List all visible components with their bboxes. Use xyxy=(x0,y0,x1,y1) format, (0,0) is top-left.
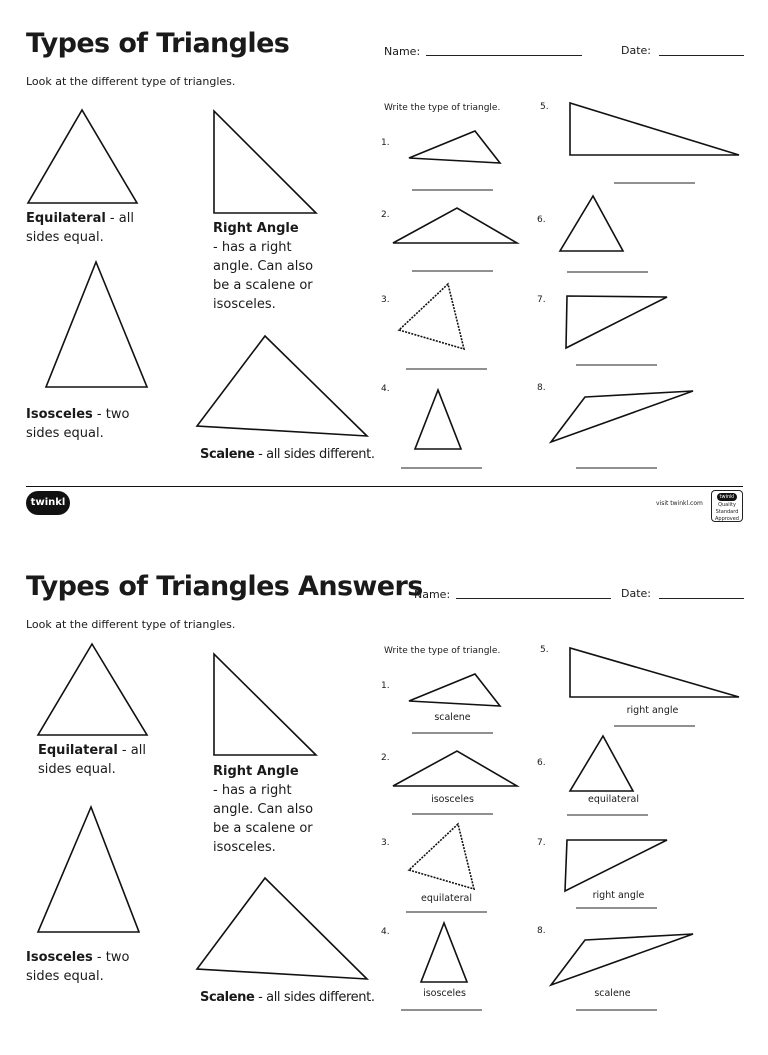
answers-question-number-8: 8. xyxy=(537,926,546,936)
answers-scalene-triangle xyxy=(197,878,367,979)
right-angle-description: Right Angle - has a right angle. Can also be a scalene or isosceles. xyxy=(213,221,314,312)
name-label: Name: xyxy=(384,45,421,58)
answers-question-7-triangle xyxy=(565,840,667,891)
answers-question-3-triangle xyxy=(409,824,474,889)
equilateral-triangle xyxy=(28,110,137,203)
question-3-triangle xyxy=(399,284,464,349)
question-number-5: 5. xyxy=(540,102,549,112)
answers-question-1-triangle xyxy=(409,674,500,706)
answer-3: equilateral xyxy=(421,893,472,904)
answers-question-4-triangle xyxy=(421,923,467,982)
answer-5: right angle xyxy=(626,705,679,716)
answers-question-number-7: 7. xyxy=(537,838,546,848)
answer-7: right angle xyxy=(592,890,645,901)
answers-question-number-3: 3. xyxy=(381,838,390,848)
question-number-3: 3. xyxy=(381,295,390,305)
date-label: Date: xyxy=(621,44,651,57)
answers-right-angle-triangle xyxy=(214,654,316,755)
question-7-triangle xyxy=(566,296,667,348)
scalene-description: Scalene - all sides different. xyxy=(200,447,375,462)
answers-equilateral-triangle xyxy=(38,644,147,735)
question-8-triangle xyxy=(551,391,693,442)
answers-question-number-5: 5. xyxy=(540,645,549,655)
answer-1: scalene xyxy=(434,712,471,723)
scalene-triangle xyxy=(197,336,367,436)
intro-text: Look at the different type of triangles. xyxy=(26,75,236,88)
answers-isosceles-description: Isosceles - two sides equal. xyxy=(26,950,130,984)
question-1-triangle xyxy=(409,131,500,163)
question-number-8: 8. xyxy=(537,383,546,393)
answer-8: scalene xyxy=(594,988,631,999)
answers-scalene-description: Scalene - all sides different. xyxy=(200,990,375,1005)
answers-intro-text: Look at the different type of triangles. xyxy=(26,618,236,631)
instruction-text: Write the type of triangle. xyxy=(384,103,501,113)
quality-badge-icon: twinkl Quality Standard Approved xyxy=(711,490,743,522)
question-5-triangle xyxy=(570,103,739,155)
visit-link[interactable]: visit twinkl.com xyxy=(656,500,703,507)
isosceles-description: Isosceles - two sides equal. xyxy=(26,407,130,441)
twinkl-logo: twinkl xyxy=(26,491,70,515)
answers-instruction-text: Write the type of triangle. xyxy=(384,646,501,656)
answers-question-5-triangle xyxy=(570,648,739,697)
isosceles-triangle xyxy=(46,262,147,387)
question-2-triangle xyxy=(393,208,517,243)
page-title: Types of Triangles xyxy=(26,28,290,59)
answers-question-2-triangle xyxy=(393,751,517,786)
answers-name-label: Name: xyxy=(414,588,451,601)
answers-question-number-1: 1. xyxy=(381,681,390,691)
answers-right-angle-description: Right Angle - has a right angle. Can also be a scalene or isosceles. xyxy=(213,764,314,855)
question-number-1: 1. xyxy=(381,138,390,148)
answers-question-8-triangle xyxy=(551,934,693,985)
answer-6: equilateral xyxy=(588,794,639,805)
question-number-4: 4. xyxy=(381,384,390,394)
answer-2: isosceles xyxy=(431,794,474,805)
answers-isosceles-triangle xyxy=(38,807,139,932)
worksheet xyxy=(0,0,768,522)
answer-4: isosceles xyxy=(423,988,466,999)
answers-question-number-4: 4. xyxy=(381,927,390,937)
right-angle-triangle xyxy=(214,111,316,213)
question-4-triangle xyxy=(415,390,461,449)
question-number-6: 6. xyxy=(537,215,546,225)
answers-question-6-triangle xyxy=(570,736,633,791)
footer-divider xyxy=(26,486,743,487)
answers-equilateral-description: Equilateral - all sides equal. xyxy=(38,743,146,777)
answer-sheet xyxy=(0,543,768,1055)
answers-date-label: Date: xyxy=(621,587,651,600)
equilateral-description: Equilateral - all sides equal. xyxy=(26,211,134,245)
answers-question-number-2: 2. xyxy=(381,753,390,763)
question-6-triangle xyxy=(560,196,623,251)
question-number-2: 2. xyxy=(381,210,390,220)
answers-question-number-6: 6. xyxy=(537,758,546,768)
question-number-7: 7. xyxy=(537,295,546,305)
answers-page-title: Types of Triangles Answers xyxy=(26,571,423,602)
